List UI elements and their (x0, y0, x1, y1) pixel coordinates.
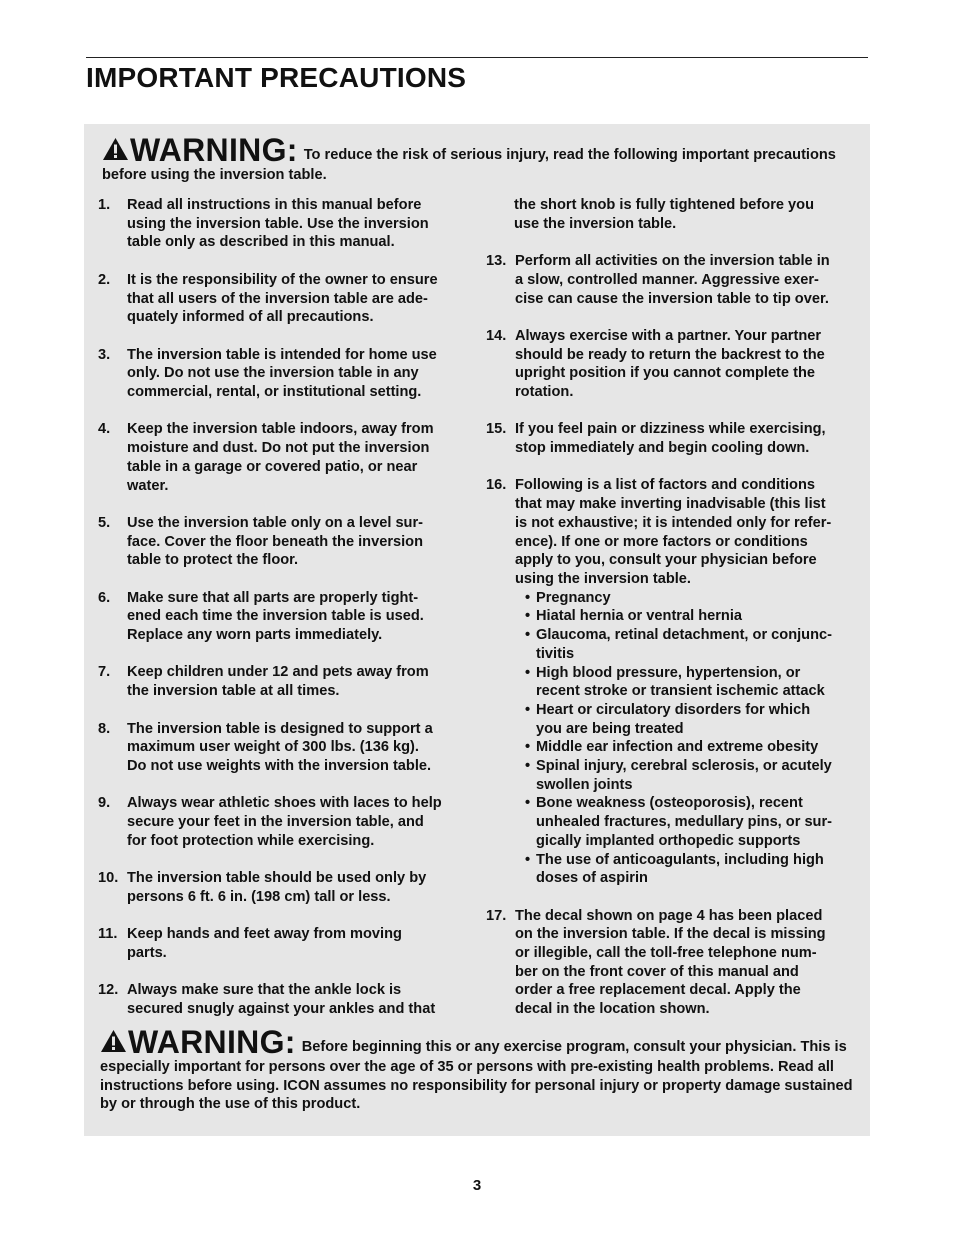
item-number: 4. (98, 421, 111, 438)
warning-heading: WARNING: (130, 132, 298, 168)
precaution-item (98, 346, 468, 402)
condition-text: Spinal injury, cerebral sclerosis, or acutely swollen joints (536, 758, 832, 793)
right-column (486, 196, 858, 1038)
precaution-item (486, 327, 858, 402)
item-12-continued: the short knob is fully tightened before you use the inversion table. (514, 197, 814, 232)
warning-text: Before beginning this or any exercise program, consult your physician. This is especially important for persons over the age of 35 or persons with pre-existing health problems. Read all instructions before using. ICON assumes no responsibility for personal injury or property damage sustained by or through the use of this product. (100, 1039, 853, 1113)
item-text: The decal shown on page 4 has been placed on the inversion table. If the decal is missing or illegible, call the toll-free telephone num- ber on the front cover of this manual and order a free replacement decal. Apply the decal in the location shown. (515, 907, 826, 1018)
condition-text: Middle ear infection and extreme obesity (536, 739, 819, 756)
item-text: Keep children under 12 and pets away from the inversion table at all times. (127, 664, 429, 700)
precaution-item (98, 514, 468, 570)
condition-list-item (525, 794, 858, 850)
condition-text: Heart or circulatory disorders for which you are being treated (536, 701, 811, 737)
bullet-icon: • (525, 627, 531, 644)
item-text: Perform all activities on the inversion table in a slow, controlled manner. Aggressive exer- cise can cause the inversion table to tip over. (515, 253, 830, 307)
condition-text: Hiatal hernia or ventral hernia (536, 608, 743, 625)
warning-triangle-icon (102, 137, 129, 161)
precaution-item (98, 794, 468, 850)
item-number: 13. (486, 253, 507, 270)
condition-text: Pregnancy (536, 589, 611, 606)
item-number: 16. (486, 477, 507, 494)
item-number: 15. (486, 421, 507, 438)
precaution-item (98, 663, 468, 700)
precaution-item (98, 420, 468, 495)
left-column (98, 196, 468, 1019)
item-text: Always exercise with a partner. Your partner should be ready to return the backrest to the upright position if you cannot complete the rotation. (515, 327, 825, 400)
item-number: 11. (98, 926, 118, 943)
condition-list-item (525, 664, 858, 701)
bullet-icon: • (525, 758, 531, 775)
condition-text: Bone weakness (osteoporosis), recent unhealed fractures, medullary pins, or sur- gically implanted orthopedic supports (536, 795, 833, 849)
precaution-item (486, 420, 858, 457)
page-number: 3 (472, 1177, 482, 1194)
item-number: 6. (98, 589, 111, 606)
conditions-list (514, 589, 858, 888)
item-number: 9. (98, 795, 111, 812)
item-text: The inversion table is intended for home use only. Do not use the inversion table in any commercial, rental, or institutional setting. (127, 346, 437, 400)
item-text: Read all instructions in this manual before using the inversion table. Use the inversion table only as described in this manual. (127, 197, 429, 251)
item-text: Keep hands and feet away from moving parts. (127, 926, 402, 961)
item-text: If you feel pain or dizziness while exercising, stop immediately and begin cooling down. (515, 421, 826, 457)
item-text: The inversion table should be used only by persons 6 ft. 6 in. (198 cm) tall or less. (127, 870, 427, 905)
item-text: It is the responsibility of the owner to ensure that all users of the inversion table are ade- quately informed of all precautions. (127, 271, 438, 326)
item-text: Always wear athletic shoes with laces to help secure your feet in the inversion table, and for foot protection while exercising. (127, 795, 442, 849)
item-text: Following is a list of factors and conditions that may make inverting inadvisable (this list is not exhaustive; it is intended only for refer- ence). If one or more factors or conditions apply to you, consult your physician before using the inversion table. (515, 477, 832, 587)
precaution-item (98, 869, 468, 906)
condition-text: The use of anticoagulants, including high doses of aspirin (536, 851, 824, 887)
bullet-icon: • (525, 608, 531, 625)
precaution-item (98, 271, 468, 327)
condition-list-item (525, 757, 858, 794)
item-number: 2. (98, 271, 111, 288)
bullet-icon: • (525, 589, 531, 606)
precaution-item (98, 589, 468, 645)
bullet-icon: • (525, 795, 531, 812)
bullet-icon: • (525, 851, 531, 868)
precaution-item (98, 196, 468, 252)
page-title: IMPORTANT PRECAUTIONS (86, 62, 467, 93)
item-number: 17. (486, 907, 507, 924)
item-text: Use the inversion table only on a level sur- face. Cover the floor beneath the inversion table to protect the floor. (127, 514, 424, 569)
warning-heading: WARNING: (128, 1024, 296, 1060)
item-number: 8. (98, 720, 111, 737)
item-number: 14. (486, 327, 507, 344)
condition-text: Glaucoma, retinal detachment, or conjunc- tivitis (536, 627, 832, 662)
item-number: 5. (98, 514, 111, 531)
warning-bottom (100, 1026, 862, 1114)
warning-text: To reduce the risk of serious injury, read the following important precautions before using the inversion table. (102, 147, 836, 183)
precaution-item (98, 981, 468, 1018)
bullet-icon: • (525, 664, 531, 681)
condition-list-item (525, 738, 858, 757)
precaution-item-16 (486, 476, 858, 588)
bullet-icon: • (525, 739, 531, 756)
item-number: 7. (98, 664, 111, 681)
warning-top (102, 134, 862, 185)
precaution-item (486, 252, 858, 308)
item-number: 12. (98, 982, 119, 999)
condition-list-item (525, 851, 858, 888)
item-text: Keep the inversion table indoors, away from moisture and dust. Do not put the inversion table in a garage or covered patio, or near water. (127, 421, 434, 494)
item-number: 10. (98, 870, 119, 887)
item-text: Always make sure that the ankle lock is secured snugly against your ankles and that (127, 982, 436, 1018)
warning-triangle-icon (100, 1029, 127, 1053)
precaution-item (98, 720, 468, 776)
precaution-item-17 (486, 907, 858, 1019)
condition-list-item (525, 701, 858, 738)
condition-list-item (525, 626, 858, 663)
precautions-panel (84, 124, 870, 1136)
bullet-icon: • (525, 701, 531, 718)
precaution-item (98, 925, 468, 962)
item-number: 3. (98, 346, 111, 363)
condition-list-item (525, 607, 858, 626)
condition-text: High blood pressure, hypertension, or recent stroke or transient ischemic attack (536, 664, 825, 700)
item-text: Make sure that all parts are properly tight- ened each time the inversion table is used. Replace any worn parts immediately. (127, 589, 424, 644)
item-text: The inversion table is designed to support a maximum user weight of 300 lbs. (136 kg). Do not use weights with the inversion table. (127, 720, 433, 774)
item-number: 1. (98, 197, 111, 213)
header-rule (86, 57, 868, 58)
condition-list-item (525, 589, 858, 608)
